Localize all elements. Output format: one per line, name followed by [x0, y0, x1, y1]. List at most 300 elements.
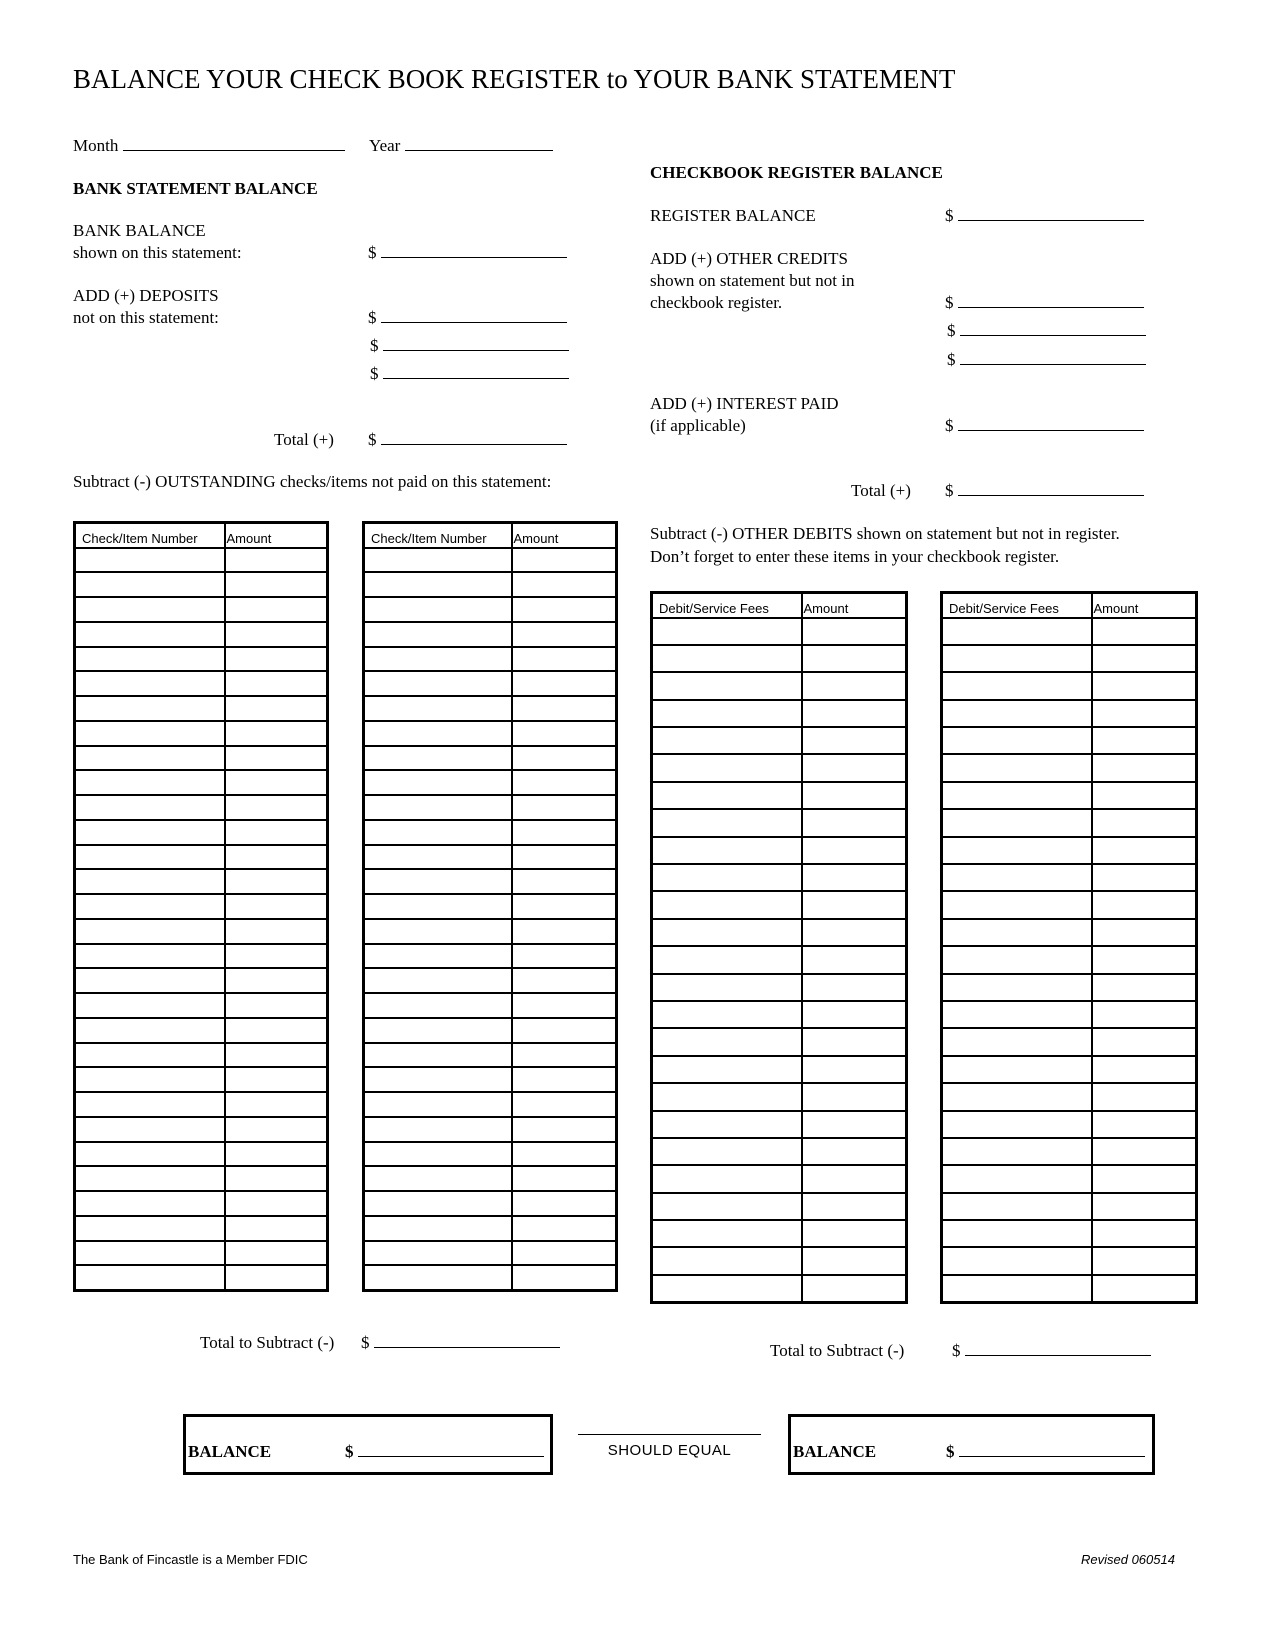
- item-cell[interactable]: [364, 993, 512, 1018]
- item-cell[interactable]: [652, 1028, 802, 1055]
- item-cell[interactable]: [364, 1191, 512, 1216]
- item-cell[interactable]: [942, 618, 1092, 645]
- item-cell[interactable]: [942, 645, 1092, 672]
- table-row: [364, 894, 617, 919]
- amount-cell[interactable]: [225, 1142, 328, 1167]
- item-cell[interactable]: [652, 782, 802, 809]
- item-cell[interactable]: [75, 1191, 225, 1216]
- bank-total-subtract-field[interactable]: [374, 1333, 560, 1348]
- item-cell[interactable]: [75, 1241, 225, 1266]
- month-field[interactable]: [123, 136, 345, 151]
- item-cell[interactable]: [364, 548, 512, 573]
- amount-cell[interactable]: [512, 647, 617, 672]
- amount-cell[interactable]: [225, 1166, 328, 1191]
- deposit-amount-3: [370, 364, 569, 384]
- item-cell[interactable]: [942, 809, 1092, 836]
- amount-cell[interactable]: [1092, 727, 1197, 754]
- credit-field-3[interactable]: [960, 350, 1146, 365]
- bank-total-subtract-label: Total to Subtract (-): [200, 1333, 335, 1352]
- item-cell[interactable]: [364, 1092, 512, 1117]
- amount-cell[interactable]: [802, 700, 907, 727]
- item-cell[interactable]: [364, 1265, 512, 1290]
- item-cell[interactable]: [75, 647, 225, 672]
- item-cell[interactable]: [364, 1117, 512, 1142]
- amount-cell[interactable]: [512, 1265, 617, 1290]
- register-final-balance-field[interactable]: [959, 1442, 1145, 1457]
- item-cell[interactable]: [942, 782, 1092, 809]
- interest-label: ADD (+) INTEREST PAID: [650, 394, 839, 413]
- amount-cell[interactable]: [225, 696, 328, 721]
- item-cell[interactable]: [75, 1018, 225, 1043]
- amount-cell[interactable]: [225, 671, 328, 696]
- item-cell[interactable]: [75, 1265, 225, 1290]
- table-row: [75, 597, 328, 622]
- amount-cell[interactable]: [802, 974, 907, 1001]
- amount-cell[interactable]: [225, 1191, 328, 1216]
- amount-cell[interactable]: [512, 721, 617, 746]
- item-cell[interactable]: [942, 946, 1092, 973]
- amount-cell[interactable]: [802, 1111, 907, 1138]
- item-cell[interactable]: [942, 700, 1092, 727]
- amount-cell[interactable]: [512, 1117, 617, 1142]
- item-cell[interactable]: [75, 1067, 225, 1092]
- table-row: [364, 1241, 617, 1266]
- item-cell[interactable]: [75, 795, 225, 820]
- item-cell[interactable]: [75, 993, 225, 1018]
- amount-cell[interactable]: [225, 919, 328, 944]
- amount-cell[interactable]: [1092, 1165, 1197, 1192]
- item-cell[interactable]: [364, 746, 512, 771]
- amount-cell[interactable]: [1092, 700, 1197, 727]
- should-equal-rule: [578, 1434, 761, 1435]
- bank-total-field[interactable]: [381, 430, 567, 445]
- amount-cell[interactable]: [1092, 864, 1197, 891]
- item-cell[interactable]: [942, 727, 1092, 754]
- amount-cell[interactable]: [512, 919, 617, 944]
- amount-cell[interactable]: [512, 1142, 617, 1167]
- item-cell[interactable]: [75, 894, 225, 919]
- amount-cell[interactable]: [225, 1092, 328, 1117]
- table-row: [652, 672, 907, 699]
- amount-cell[interactable]: [225, 622, 328, 647]
- register-total-subtract-field[interactable]: [965, 1341, 1151, 1356]
- table-row: [942, 1001, 1197, 1028]
- bank-final-balance: [345, 1442, 544, 1462]
- item-cell[interactable]: [75, 919, 225, 944]
- amount-cell[interactable]: [1092, 919, 1197, 946]
- amount-cell[interactable]: [225, 1216, 328, 1241]
- item-cell[interactable]: [364, 696, 512, 721]
- interest-field[interactable]: [958, 416, 1144, 431]
- item-cell[interactable]: [652, 700, 802, 727]
- item-cell[interactable]: [364, 968, 512, 993]
- amount-cell[interactable]: [802, 1083, 907, 1110]
- deposits-sublabel: not on this statement:: [73, 308, 219, 327]
- register-total-amount: [945, 481, 1144, 501]
- item-cell[interactable]: [942, 1247, 1092, 1274]
- table-row: [942, 1193, 1197, 1220]
- amount-cell[interactable]: [802, 672, 907, 699]
- dollar-sign: $: [368, 308, 377, 327]
- deposit-amount-1: [368, 308, 567, 328]
- item-cell[interactable]: [652, 1220, 802, 1247]
- item-cell[interactable]: [942, 1056, 1092, 1083]
- bank-balance-field[interactable]: [381, 243, 567, 258]
- amount-cell[interactable]: [512, 572, 617, 597]
- bank-total-subtract-amount: [361, 1333, 560, 1353]
- item-cell[interactable]: [364, 770, 512, 795]
- table-row: [75, 572, 328, 597]
- amount-cell[interactable]: [802, 782, 907, 809]
- table-row: [942, 1056, 1197, 1083]
- table-row: [652, 727, 907, 754]
- deposit-field-2[interactable]: [383, 336, 569, 351]
- item-cell[interactable]: [652, 672, 802, 699]
- amount-cell[interactable]: [512, 1067, 617, 1092]
- amount-cell[interactable]: [225, 1018, 328, 1043]
- item-cell[interactable]: [652, 1138, 802, 1165]
- item-cell[interactable]: [364, 944, 512, 969]
- item-cell[interactable]: [652, 1275, 802, 1302]
- amount-cell[interactable]: [1092, 1056, 1197, 1083]
- item-cell[interactable]: [364, 1043, 512, 1068]
- amount-cell[interactable]: [512, 696, 617, 721]
- item-cell[interactable]: [942, 1001, 1092, 1028]
- amount-cell[interactable]: [225, 572, 328, 597]
- item-cell[interactable]: [364, 1241, 512, 1266]
- amount-cell[interactable]: [512, 944, 617, 969]
- amount-cell[interactable]: [802, 618, 907, 645]
- item-cell[interactable]: [75, 671, 225, 696]
- item-cell[interactable]: [364, 894, 512, 919]
- column-header-amount: Amount: [225, 523, 328, 548]
- amount-cell[interactable]: [802, 891, 907, 918]
- amount-cell[interactable]: [512, 869, 617, 894]
- item-cell[interactable]: [652, 727, 802, 754]
- credits-sublabel-2: checkbook register.: [650, 293, 783, 312]
- item-cell[interactable]: [942, 837, 1092, 864]
- table-row: [942, 618, 1197, 645]
- item-cell[interactable]: [942, 754, 1092, 781]
- amount-cell[interactable]: [512, 845, 617, 870]
- item-cell[interactable]: [364, 1142, 512, 1167]
- item-cell[interactable]: [75, 1142, 225, 1167]
- amount-cell[interactable]: [225, 647, 328, 672]
- item-cell[interactable]: [364, 869, 512, 894]
- table-row: [75, 845, 328, 870]
- credit-amount-2: [947, 321, 1146, 341]
- table-row: [75, 770, 328, 795]
- item-cell[interactable]: [652, 645, 802, 672]
- item-cell[interactable]: [75, 1117, 225, 1142]
- item-cell[interactable]: [942, 672, 1092, 699]
- amount-cell[interactable]: [1092, 1220, 1197, 1247]
- item-cell[interactable]: [364, 1216, 512, 1241]
- item-cell[interactable]: [652, 1193, 802, 1220]
- item-cell[interactable]: [364, 1166, 512, 1191]
- item-cell[interactable]: [652, 1083, 802, 1110]
- amount-cell[interactable]: [512, 1018, 617, 1043]
- amount-cell[interactable]: [802, 1001, 907, 1028]
- table-row: [75, 1191, 328, 1216]
- item-cell[interactable]: [652, 974, 802, 1001]
- item-cell[interactable]: [652, 919, 802, 946]
- item-cell[interactable]: [364, 572, 512, 597]
- amount-cell[interactable]: [1092, 1111, 1197, 1138]
- amount-cell[interactable]: [512, 1043, 617, 1068]
- debit-fees-table-2: [940, 591, 1198, 1304]
- amount-cell[interactable]: [512, 1241, 617, 1266]
- amount-cell[interactable]: [225, 993, 328, 1018]
- item-cell[interactable]: [652, 837, 802, 864]
- amount-cell[interactable]: [512, 1191, 617, 1216]
- column-header-check-number: Check/Item Number: [75, 523, 225, 548]
- item-cell[interactable]: [364, 795, 512, 820]
- amount-cell[interactable]: [802, 727, 907, 754]
- amount-cell[interactable]: [802, 645, 907, 672]
- page-title: BALANCE YOUR CHECK BOOK REGISTER to YOUR BANK STATEMENT: [73, 64, 956, 94]
- amount-cell[interactable]: [512, 770, 617, 795]
- deposit-field-3[interactable]: [383, 364, 569, 379]
- amount-cell[interactable]: [225, 1067, 328, 1092]
- amount-cell[interactable]: [225, 968, 328, 993]
- amount-cell[interactable]: [802, 1247, 907, 1274]
- item-cell[interactable]: [364, 820, 512, 845]
- item-cell[interactable]: [75, 548, 225, 573]
- amount-cell[interactable]: [1092, 754, 1197, 781]
- amount-cell[interactable]: [512, 993, 617, 1018]
- amount-cell[interactable]: [512, 548, 617, 573]
- table-row: [364, 746, 617, 771]
- table-row: [942, 1165, 1197, 1192]
- column-header-debit-fees: Debit/Service Fees: [652, 593, 802, 618]
- item-cell[interactable]: [942, 891, 1092, 918]
- item-cell[interactable]: [652, 1001, 802, 1028]
- amount-cell[interactable]: [1092, 974, 1197, 1001]
- amount-cell[interactable]: [802, 946, 907, 973]
- amount-cell[interactable]: [225, 770, 328, 795]
- amount-cell[interactable]: [512, 795, 617, 820]
- register-total-label: Total (+): [851, 481, 911, 500]
- debit-fees-table-1: [650, 591, 908, 1304]
- table-row: [75, 1241, 328, 1266]
- amount-cell[interactable]: [1092, 1001, 1197, 1028]
- amount-cell[interactable]: [802, 754, 907, 781]
- amount-cell[interactable]: [1092, 1275, 1197, 1302]
- amount-cell[interactable]: [512, 746, 617, 771]
- bank-balance-label: BANK BALANCE: [73, 221, 206, 240]
- amount-cell[interactable]: [225, 721, 328, 746]
- amount-cell[interactable]: [1092, 1247, 1197, 1274]
- item-cell[interactable]: [942, 1138, 1092, 1165]
- item-cell[interactable]: [75, 721, 225, 746]
- amount-cell[interactable]: [1092, 782, 1197, 809]
- table-row: [652, 1275, 907, 1302]
- item-cell[interactable]: [942, 1220, 1092, 1247]
- amount-cell[interactable]: [1092, 1028, 1197, 1055]
- item-cell[interactable]: [75, 845, 225, 870]
- item-cell[interactable]: [75, 1043, 225, 1068]
- table-row: [364, 1166, 617, 1191]
- amount-cell[interactable]: [512, 1166, 617, 1191]
- table-row: [942, 645, 1197, 672]
- amount-cell[interactable]: [1092, 1138, 1197, 1165]
- amount-cell[interactable]: [225, 869, 328, 894]
- item-cell[interactable]: [942, 864, 1092, 891]
- amount-cell[interactable]: [802, 809, 907, 836]
- item-cell[interactable]: [942, 1275, 1092, 1302]
- table-row: [75, 894, 328, 919]
- item-cell[interactable]: [75, 622, 225, 647]
- amount-cell[interactable]: [802, 1138, 907, 1165]
- amount-cell[interactable]: [512, 597, 617, 622]
- amount-cell[interactable]: [512, 1092, 617, 1117]
- item-cell[interactable]: [75, 696, 225, 721]
- table-row: [75, 1018, 328, 1043]
- item-cell[interactable]: [652, 809, 802, 836]
- item-cell[interactable]: [942, 1165, 1092, 1192]
- table-row: [942, 1138, 1197, 1165]
- credit-amount-1: [945, 293, 1144, 313]
- item-cell[interactable]: [652, 754, 802, 781]
- register-balance-label: REGISTER BALANCE: [650, 206, 816, 225]
- item-cell[interactable]: [75, 1092, 225, 1117]
- item-cell[interactable]: [75, 968, 225, 993]
- amount-cell[interactable]: [512, 671, 617, 696]
- item-cell[interactable]: [75, 869, 225, 894]
- amount-cell[interactable]: [802, 1165, 907, 1192]
- amount-cell[interactable]: [1092, 837, 1197, 864]
- amount-cell[interactable]: [512, 622, 617, 647]
- amount-cell[interactable]: [512, 820, 617, 845]
- year-label: Year: [369, 136, 401, 155]
- table-row: [364, 968, 617, 993]
- item-cell[interactable]: [75, 820, 225, 845]
- item-cell[interactable]: [364, 919, 512, 944]
- amount-cell[interactable]: [1092, 618, 1197, 645]
- amount-cell[interactable]: [1092, 1193, 1197, 1220]
- amount-cell[interactable]: [512, 1216, 617, 1241]
- table-row: [364, 647, 617, 672]
- deposit-field-1[interactable]: [381, 308, 567, 323]
- credit-field-2[interactable]: [960, 321, 1146, 336]
- amount-cell[interactable]: [225, 746, 328, 771]
- register-balance-amount: [945, 206, 1144, 226]
- item-cell[interactable]: [364, 622, 512, 647]
- item-cell[interactable]: [652, 618, 802, 645]
- table-row: [75, 622, 328, 647]
- item-cell[interactable]: [364, 647, 512, 672]
- item-cell[interactable]: [942, 1028, 1092, 1055]
- amount-cell[interactable]: [225, 1265, 328, 1290]
- item-cell[interactable]: [652, 1247, 802, 1274]
- table-row: [364, 721, 617, 746]
- item-cell[interactable]: [364, 1067, 512, 1092]
- item-cell[interactable]: [652, 1111, 802, 1138]
- amount-cell[interactable]: [802, 837, 907, 864]
- register-total-subtract-label: Total to Subtract (-): [770, 1341, 905, 1360]
- amount-cell[interactable]: [1092, 809, 1197, 836]
- amount-cell[interactable]: [802, 864, 907, 891]
- item-cell[interactable]: [942, 919, 1092, 946]
- item-cell[interactable]: [652, 946, 802, 973]
- year-field[interactable]: [405, 136, 553, 151]
- table-row: [364, 1092, 617, 1117]
- item-cell[interactable]: [364, 845, 512, 870]
- item-cell[interactable]: [75, 1216, 225, 1241]
- item-cell[interactable]: [75, 572, 225, 597]
- amount-cell[interactable]: [1092, 1083, 1197, 1110]
- amount-cell[interactable]: [225, 894, 328, 919]
- item-cell[interactable]: [75, 770, 225, 795]
- amount-cell[interactable]: [225, 795, 328, 820]
- table-row: [75, 1043, 328, 1068]
- credit-field-1[interactable]: [958, 293, 1144, 308]
- interest-amount: [945, 416, 1144, 436]
- amount-cell[interactable]: [802, 1028, 907, 1055]
- item-cell[interactable]: [364, 1018, 512, 1043]
- table-row: [942, 891, 1197, 918]
- item-cell[interactable]: [652, 864, 802, 891]
- amount-cell[interactable]: [225, 1241, 328, 1266]
- amount-cell[interactable]: [802, 919, 907, 946]
- amount-cell[interactable]: [225, 845, 328, 870]
- item-cell[interactable]: [364, 721, 512, 746]
- bank-final-balance-field[interactable]: [358, 1442, 544, 1457]
- amount-cell[interactable]: [1092, 645, 1197, 672]
- amount-cell[interactable]: [802, 1056, 907, 1083]
- amount-cell[interactable]: [1092, 891, 1197, 918]
- item-cell[interactable]: [652, 891, 802, 918]
- dollar-sign: $: [368, 243, 377, 262]
- item-cell[interactable]: [75, 1166, 225, 1191]
- amount-cell[interactable]: [802, 1220, 907, 1247]
- register-balance-field[interactable]: [958, 206, 1144, 221]
- amount-cell[interactable]: [225, 1043, 328, 1068]
- item-cell[interactable]: [942, 1083, 1092, 1110]
- amount-cell[interactable]: [225, 548, 328, 573]
- credits-label: ADD (+) OTHER CREDITS: [650, 249, 848, 268]
- deposit-amount-2: [370, 336, 569, 356]
- amount-cell[interactable]: [225, 597, 328, 622]
- item-cell[interactable]: [364, 597, 512, 622]
- amount-cell[interactable]: [225, 944, 328, 969]
- item-cell[interactable]: [942, 974, 1092, 1001]
- table-row: [364, 845, 617, 870]
- item-cell[interactable]: [942, 1193, 1092, 1220]
- amount-cell[interactable]: [802, 1193, 907, 1220]
- amount-cell[interactable]: [512, 968, 617, 993]
- table-row: [75, 1216, 328, 1241]
- amount-cell[interactable]: [225, 820, 328, 845]
- register-heading: CHECKBOOK REGISTER BALANCE: [650, 163, 943, 182]
- table-row: [652, 645, 907, 672]
- amount-cell[interactable]: [1092, 946, 1197, 973]
- item-cell[interactable]: [75, 597, 225, 622]
- item-cell[interactable]: [364, 671, 512, 696]
- item-cell[interactable]: [652, 1165, 802, 1192]
- amount-cell[interactable]: [1092, 672, 1197, 699]
- amount-cell[interactable]: [225, 1117, 328, 1142]
- register-total-field[interactable]: [958, 481, 1144, 496]
- item-cell[interactable]: [652, 1056, 802, 1083]
- item-cell[interactable]: [75, 746, 225, 771]
- item-cell[interactable]: [942, 1111, 1092, 1138]
- amount-cell[interactable]: [512, 894, 617, 919]
- amount-cell[interactable]: [802, 1275, 907, 1302]
- table-row: [942, 1083, 1197, 1110]
- item-cell[interactable]: [75, 944, 225, 969]
